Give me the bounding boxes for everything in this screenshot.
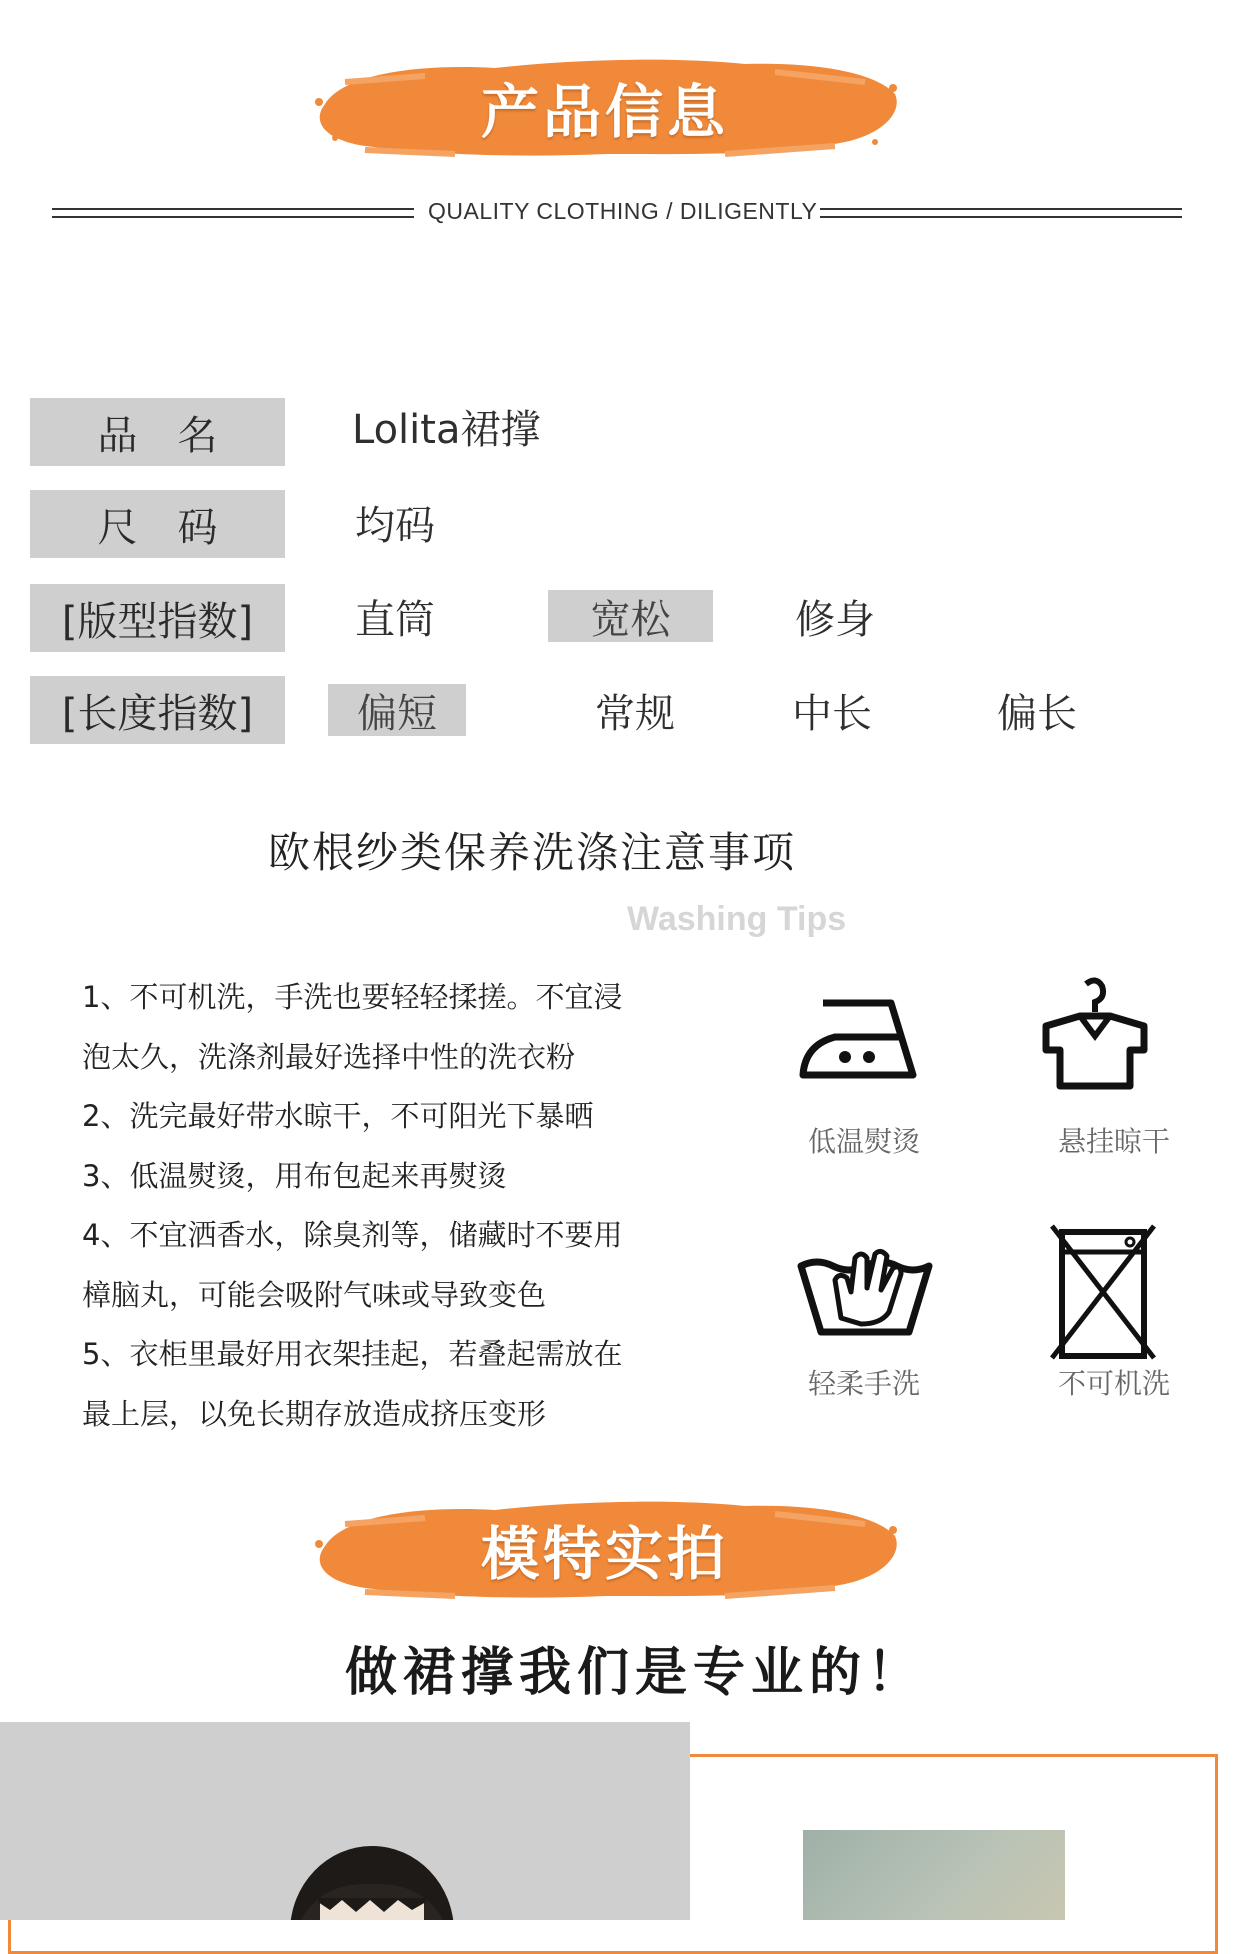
fit-option-loose-selected: 宽松 <box>548 590 713 642</box>
banner-title: 模特实拍 <box>480 1520 729 1588</box>
care-line: 泡太久，洗涤剂最好选择中性的洗衣粉 <box>82 1039 576 1074</box>
tagline-rule-right <box>820 208 1182 218</box>
iron-icon-label: 低温熨烫 <box>808 1125 921 1158</box>
model-hair-shape <box>0 1722 690 1920</box>
care-line: 5、衣柜里最好用衣架挂起，若叠起需放在 <box>82 1337 623 1371</box>
product-name-label: 品 名 <box>30 398 285 466</box>
size-label: 尺 码 <box>30 490 285 558</box>
hanger-shirt-icon-label: 悬挂晾干 <box>1058 1125 1171 1158</box>
fit-option-slim: 修身 <box>795 597 875 643</box>
length-option-long: 偏长 <box>997 691 1077 737</box>
care-line: 最上层，以免长期存放造成挤压变形 <box>82 1396 547 1431</box>
product-info-banner <box>305 42 905 172</box>
tagline-rule-left <box>52 208 414 218</box>
no-machine-wash-icon <box>1048 1222 1158 1362</box>
care-line: 2、洗完最好带水晾干，不可阳光下暴晒 <box>82 1099 594 1133</box>
model-photo <box>0 1722 690 1920</box>
no-machine-wash-icon-label: 不可机洗 <box>1058 1367 1171 1400</box>
iron-icon <box>795 995 925 1085</box>
care-line: 3、低温熨烫，用布包起来再熨烫 <box>82 1158 507 1193</box>
length-option-mid: 中长 <box>792 691 872 737</box>
hanger-shirt-icon <box>1040 972 1150 1092</box>
product-name-value: Lolita裙撑 <box>352 407 541 453</box>
hand-wash-icon <box>795 1228 935 1338</box>
care-instructions <box>82 968 722 1444</box>
banner-title: 产品信息 <box>480 78 729 146</box>
care-title: 欧根纱类保养洗涤注意事项 <box>268 828 797 877</box>
length-option-short-selected: 偏短 <box>328 684 466 736</box>
model-photo-banner <box>305 1484 905 1614</box>
product-detail-photo <box>803 1830 1065 1920</box>
fit-option-straight: 直筒 <box>355 597 435 643</box>
fit-index-label: [版型指数] <box>30 584 285 652</box>
length-option-regular: 常规 <box>595 691 675 737</box>
length-index-label: [长度指数] <box>30 676 285 744</box>
hand-wash-icon-label: 轻柔手洗 <box>808 1367 921 1400</box>
care-subtitle-en: Washing Tips <box>627 900 847 938</box>
care-line: 1、不可机洗，手洗也要轻轻揉搓。不宜浸 <box>82 980 623 1014</box>
size-value: 均码 <box>355 503 435 549</box>
slogan: 做裙撑我们是专业的！ <box>345 1643 926 1703</box>
care-line: 樟脑丸，可能会吸附气味或导致变色 <box>82 1277 547 1312</box>
tagline: QUALITY CLOTHING / DILIGENTLY <box>428 198 818 224</box>
care-line: 4、不宜洒香水，除臭剂等，储藏时不要用 <box>82 1218 623 1252</box>
